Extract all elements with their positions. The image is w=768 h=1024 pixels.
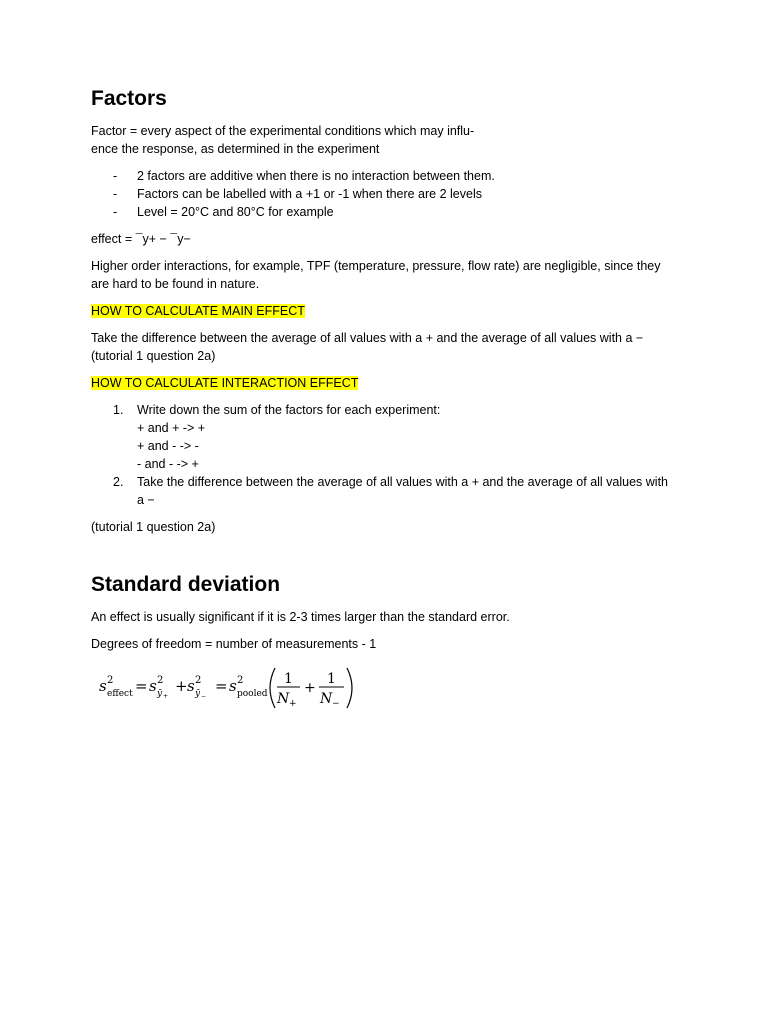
main-effect-highlight: HOW TO CALCULATE MAIN EFFECT xyxy=(91,304,305,318)
list-item xyxy=(91,167,671,185)
main-effect-label-line xyxy=(91,302,671,320)
svg-text:+: + xyxy=(163,693,169,700)
pooled-variance-formula xyxy=(91,662,671,712)
bullet-text: 2 factors are additive when there is no interaction between them. xyxy=(137,169,495,183)
svg-text:+: + xyxy=(304,680,316,696)
list-item xyxy=(91,473,671,509)
bullet-mark: - xyxy=(113,169,118,183)
effect-formula: effect = ¯y+ − ¯y− xyxy=(91,232,191,246)
interaction-effect-highlight: HOW TO CALCULATE INTERACTION EFFECT xyxy=(91,376,359,390)
svg-text:s: s xyxy=(149,677,157,695)
tutorial-reference: (tutorial 1 question 2a) xyxy=(91,520,216,534)
bullet-text: Level = 20°C and 80°C for example xyxy=(137,205,334,219)
svg-text:s: s xyxy=(99,677,107,695)
formula-image xyxy=(91,662,361,712)
factor-definition xyxy=(91,122,671,158)
svg-text:1: 1 xyxy=(327,671,336,687)
step-text: Write down the sum of the factors for each experiment: xyxy=(137,403,441,417)
svg-text:s: s xyxy=(229,677,237,695)
step-sub-line: + and + -> + xyxy=(137,421,206,435)
svg-text:−: − xyxy=(332,699,340,709)
svg-text:1: 1 xyxy=(284,671,293,687)
step-sub-line: + and - -> - xyxy=(137,439,199,453)
svg-text:−: − xyxy=(201,693,207,700)
bullet-mark: - xyxy=(113,187,118,201)
svg-text:=: = xyxy=(135,677,148,695)
step-number: 1. xyxy=(113,403,124,417)
main-effect-paragraph: Take the difference between the average of all values with a + and the average of all values with a − (tutorial 1 question 2a) xyxy=(91,331,644,363)
standard-deviation-heading: Standard deviation xyxy=(91,573,281,596)
list-item xyxy=(91,203,671,221)
interaction-label-line xyxy=(91,374,671,392)
svg-text:+: + xyxy=(175,677,188,695)
higher-order-paragraph: Higher order interactions, for example, TPF (temperature, pressure, flow rate) are negligible, since they are hard to be found in nature. xyxy=(91,259,661,291)
svg-text:ȳ: ȳ xyxy=(195,689,201,699)
svg-text:N: N xyxy=(320,691,333,707)
svg-text:effect: effect xyxy=(107,689,133,699)
svg-text:N: N xyxy=(277,691,290,707)
step-sub-line: - and - -> + xyxy=(137,457,199,471)
svg-text:+: + xyxy=(289,699,297,709)
bullet-text: Factors can be labelled with a +1 or -1 when there are 2 levels xyxy=(137,187,482,201)
svg-text:ȳ: ȳ xyxy=(157,689,163,699)
list-item xyxy=(91,401,671,473)
svg-text:2: 2 xyxy=(237,675,244,686)
svg-text:s: s xyxy=(187,677,195,695)
factor-definition-line1: Factor = every aspect of the experimental conditions which may influ- xyxy=(91,124,475,138)
degrees-of-freedom-paragraph: Degrees of freedom = number of measurements - 1 xyxy=(91,637,377,651)
factor-bullet-list xyxy=(91,167,671,221)
significance-paragraph: An effect is usually significant if it is 2-3 times larger than the standard error. xyxy=(91,610,510,624)
factor-definition-line2: ence the response, as determined in the experiment xyxy=(91,142,380,156)
document-content xyxy=(91,86,671,712)
interaction-steps-list xyxy=(91,401,671,509)
step-number: 2. xyxy=(113,475,124,489)
step-text: Take the difference between the average of all values with a + and the average of all values with a − xyxy=(137,475,669,507)
factors-heading: Factors xyxy=(91,87,167,110)
svg-text:2: 2 xyxy=(107,675,114,686)
svg-text:2: 2 xyxy=(157,675,164,686)
svg-text:=: = xyxy=(215,677,228,695)
bullet-mark: - xyxy=(113,205,118,219)
list-item xyxy=(91,185,671,203)
svg-text:pooled: pooled xyxy=(237,689,268,699)
svg-text:2: 2 xyxy=(195,675,202,686)
